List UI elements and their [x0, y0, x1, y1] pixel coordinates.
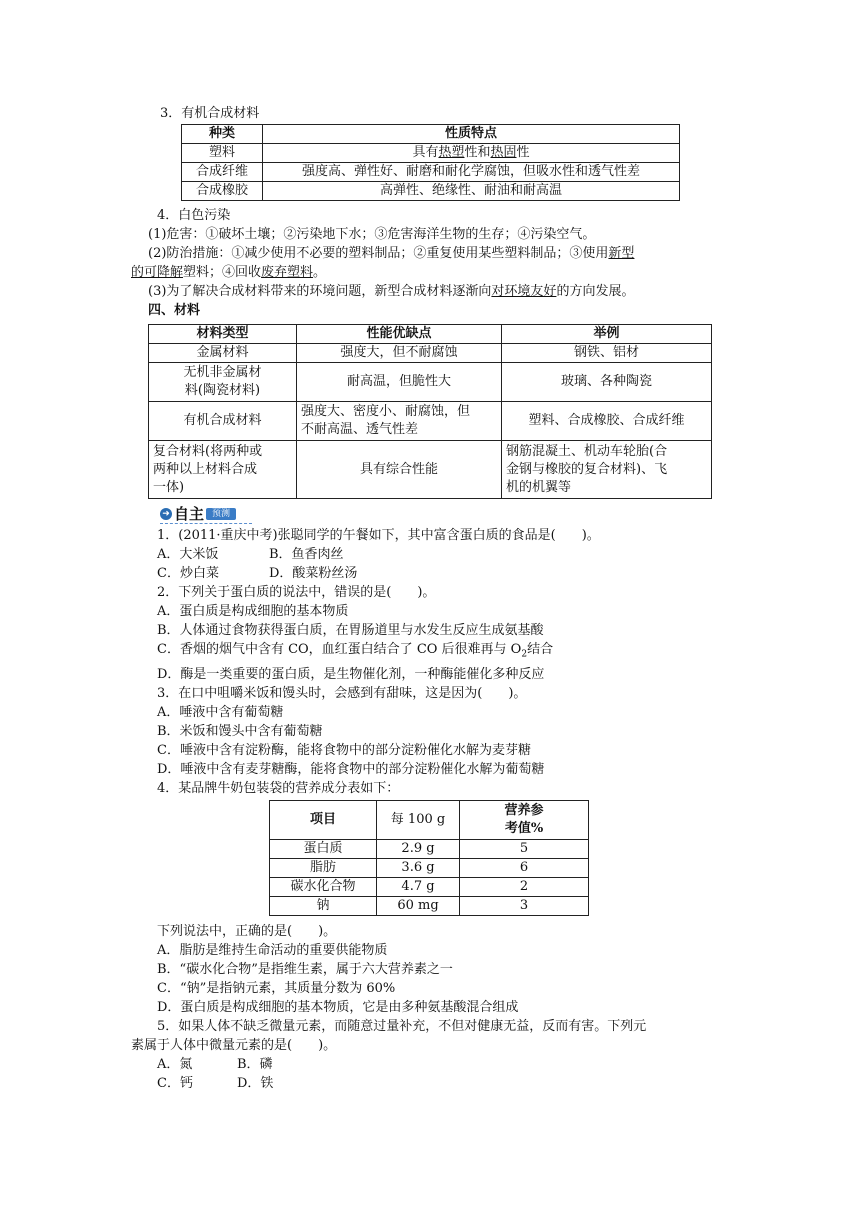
table-row	[182, 163, 680, 182]
cell-ref: 5	[460, 840, 589, 859]
cell-desc: 高弹性、绝缘性、耐油和耐高温	[263, 182, 680, 201]
table-row	[149, 344, 712, 363]
q5-stem-cont: 素属于人体中微量元素的是( )。	[131, 1038, 337, 1053]
cell-item: 钠	[270, 897, 377, 916]
banner-divider	[160, 523, 252, 524]
section-3-title: 3．有机合成材料	[160, 106, 260, 121]
cell-example: 塑料、合成橡胶、合成纤维	[502, 402, 712, 441]
cell-desc: 具有热塑性和热固性	[263, 144, 680, 163]
cell-prop: 具有综合性能	[297, 441, 502, 499]
cell-per: 3.6 g	[377, 859, 460, 878]
cell-prop: 耐高温，但脆性大	[297, 363, 502, 402]
table-header-row	[270, 801, 589, 840]
cell-example: 钢铁、铝材	[502, 344, 712, 363]
col-header-material-type: 材料类型	[149, 325, 297, 344]
section-4-title: 4．白色污染	[157, 208, 231, 223]
cell-prop: 强度大、密度小、耐腐蚀，但 不耐高温、透气性差	[297, 402, 502, 441]
cell-example: 玻璃、各种陶瓷	[502, 363, 712, 402]
col-header-per-100g: 每 100 g	[377, 801, 460, 840]
cell-type: 金属材料	[149, 344, 297, 363]
self-study-banner	[160, 506, 252, 522]
cell-desc: 强度高、弹性好、耐磨和耐化学腐蚀，但吸水性和透气性差	[263, 163, 680, 182]
table-row	[270, 897, 589, 916]
q3-option-b: B．米饭和馒头中含有葡萄糖	[157, 723, 323, 739]
q4-option-a: A．脂肪是维持生命活动的重要供能物质	[157, 943, 388, 958]
table-header-row	[149, 325, 712, 344]
cell-name: 合成橡胶	[182, 182, 263, 201]
cell-item: 蛋白质	[270, 840, 377, 859]
table-row	[182, 144, 680, 163]
table-row	[149, 441, 712, 499]
q4-ask: 下列说法中，正确的是( )。	[157, 924, 337, 939]
q5-options-cd: C．钙 D．铁	[157, 1076, 274, 1091]
q4-stem: 4．某品牌牛奶包装袋的营养成分表如下：	[157, 780, 400, 796]
cell-per: 60 mg	[377, 897, 460, 916]
q3-stem: 3．在口中咀嚼米饭和馒头时，会感到有甜味，这是因为( )。	[157, 685, 527, 701]
cell-type: 无机非金属材 料(陶瓷材料)	[149, 363, 297, 402]
q2-option-a: A．蛋白质是构成细胞的基本物质	[157, 604, 349, 619]
q2-stem: 2．下列关于蛋白质的说法中，错误的是( )。	[157, 585, 436, 600]
q2-option-b: B．人体通过食物获得蛋白质，在胃肠道里与水发生反应生成氨基酸	[157, 623, 544, 638]
q1-stem: 1．(2011·重庆中考)张聪同学的午餐如下，其中富含蛋白质的食品是( )。	[157, 528, 600, 543]
arrow-icon: ➜	[160, 508, 172, 520]
col-header-reference: 营养参 考值%	[460, 801, 589, 840]
table-row	[149, 363, 712, 402]
synthetic-materials-table	[181, 124, 680, 201]
questions-block-2	[131, 922, 731, 1093]
paragraph-prevention: (2)防治措施：①减少使用不必要的塑料制品；②重复使用某些塑料制品；③使用新型	[148, 246, 635, 261]
table-row	[270, 859, 589, 878]
cell-item: 碳水化合物	[270, 878, 377, 897]
table-row	[149, 402, 712, 441]
col-header-examples: 举例	[502, 325, 712, 344]
part-4-title: 四、材料	[148, 303, 201, 318]
cell-name: 塑料	[182, 144, 263, 163]
table-row	[270, 878, 589, 897]
paragraph-harm: (1)危害：①破坏土壤；②污染地下水；③危害海洋生物的生存；④污染空气。	[148, 227, 596, 242]
q3-option-a: A．唾液中含有葡萄糖	[157, 704, 284, 720]
cell-example: 钢筋混凝土、机动车轮胎(合 金钢与橡胶的复合材料)、飞 机的机翼等	[502, 441, 712, 499]
cell-per: 2.9 g	[377, 840, 460, 859]
q1-options-cd: C．炒白菜 D．酸菜粉丝汤	[157, 566, 358, 581]
cell-item: 脂肪	[270, 859, 377, 878]
banner-title: 自主	[174, 504, 205, 523]
paragraph-development: (3)为了解决合成材料带来的环境问题，新型合成材料逐渐向对环境友好的方向发展。	[148, 284, 635, 299]
cell-type: 有机合成材料	[149, 402, 297, 441]
table-row	[270, 840, 589, 859]
q4-option-d: D．蛋白质是构成细胞的基本物质，它是由多种氨基酸混合组成	[157, 1000, 519, 1015]
q4-option-b: B．“碳水化合物”是指维生素，属于六大营养素之一	[157, 962, 453, 977]
nutrition-table	[269, 800, 589, 916]
table-header-row	[182, 125, 680, 144]
section-4	[131, 206, 731, 320]
cell-per: 4.7 g	[377, 878, 460, 897]
col-header-item: 项目	[270, 801, 377, 840]
q2-option-c: C．香烟的烟气中含有 CO，血红蛋白结合了 CO 后很难再与 $O_2$结合	[157, 642, 554, 660]
col-header-type: 种类	[182, 125, 263, 144]
questions-block	[131, 526, 731, 798]
q2-option-d: D．酶是一类重要的蛋白质，是生物催化剂，一种酶能催化多种反应	[157, 666, 545, 682]
materials-table	[148, 324, 712, 499]
paragraph-prevention-cont: 的可降解塑料；④回收废弃塑料。	[131, 265, 327, 280]
cell-ref: 6	[460, 859, 589, 878]
q1-options-ab: A．大米饭 B．鱼香肉丝	[157, 547, 344, 562]
col-header-properties: 性质特点	[263, 125, 680, 144]
cell-prop: 强度大，但不耐腐蚀	[297, 344, 502, 363]
cell-ref: 2	[460, 878, 589, 897]
q5-stem: 5．如果人体不缺乏微量元素，而随意过量补充，不但对健康无益，反而有害。下列元	[157, 1019, 647, 1034]
cell-name: 合成纤维	[182, 163, 263, 182]
q3-option-d: D．唾液中含有麦芽糖酶，能将食物中的部分淀粉催化水解为葡萄糖	[157, 761, 545, 777]
banner-tag: 预测	[206, 508, 236, 520]
q4-option-c: C．“钠”是指钠元素，其质量分数为 60%	[157, 981, 396, 996]
cell-type: 复合材料(将两种或 两种以上材料合成 一体)	[149, 441, 297, 499]
cell-ref: 3	[460, 897, 589, 916]
table-row	[182, 182, 680, 201]
q5-options-ab: A．氮 B．磷	[157, 1057, 273, 1072]
col-header-properties: 性能优缺点	[297, 325, 502, 344]
q3-option-c: C．唾液中含有淀粉酶，能将食物中的部分淀粉催化水解为麦芽糖	[157, 742, 531, 758]
